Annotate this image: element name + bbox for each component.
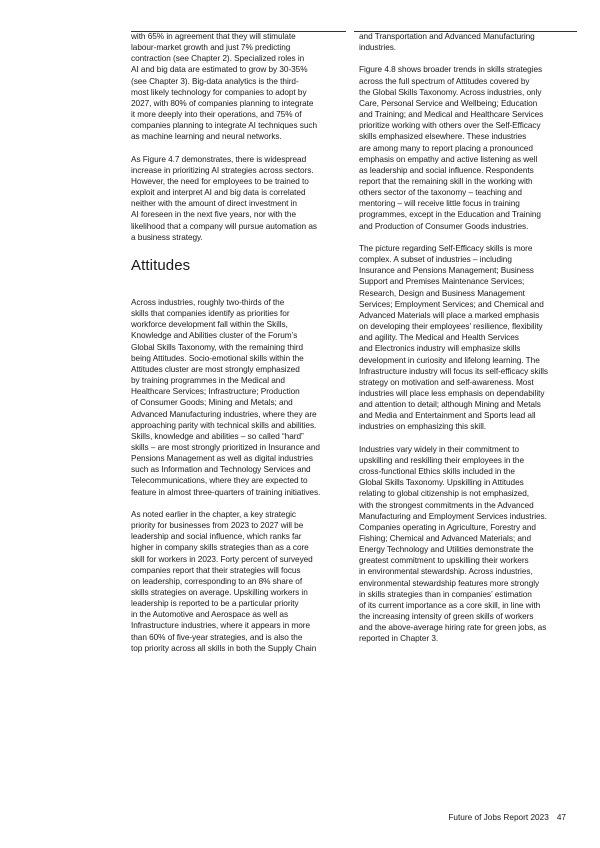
right-column	[359, 31, 577, 656]
left-paragraph-2: As Figure 4.7 demonstrates, there is widespread increase in prioritizing AI strategies across sectors. However, the need for employees to be trained to exploit and interpret AI and big data is correlated neither with the amount of direct investment in AI foreseen in the next five years, nor with the likelihood that a company will pursue automation as a business strategy.	[131, 154, 317, 242]
footer-report-title: Future of Jobs Report 2023	[448, 813, 549, 822]
right-paragraph-4: Industries vary widely in their commitment to upskilling and reskilling their employees in the cross-functional Ethics skills included in the Global Skills Taxonomy. Upskilling in Attitudes relating to global citizenship is not emphasized, with the strongest commitments in the Advanced Manufacturing and Employment Services industries. Companies operating in Agriculture, Forestry and Fishing; Chemical and Advanced Materials; and Energy Technology and Utilities demonstrate the greatest commitment to upskilling their workers in environmental stewardship. Across industries, environmental stewardship features more strongly in skills strategies than in companies’ estimation of its current importance as a core skill, in line with the increasing intensity of green skills of workers and the above-average hiring rate for green jobs, as reported in Chapter 3.	[359, 444, 547, 644]
section-heading-attitudes: Attitudes	[131, 256, 191, 274]
right-paragraph-3: The picture regarding Self-Efficacy skills is more complex. A subset of industries – including Insurance and Pensions Management; Business Support and Premises Maintenance Services; Research, Design and Business Management Services; Employment Services; and Chemical and Advanced Materials will place a marked emphasis on developing their employees’ resilience, flexibility and agility. The Medical and Health Services and Electronics industry will emphasize skills development in curiosity and lifelong learning. The Infrastructure industry will focus its self-efficacy skills strategy on motivation and self-awareness. Most industries will place less emphasis on dependability and attention to detail; although Mining and Metals and Media and Entertainment and Sports lead all industries on emphasizing this skill.	[359, 243, 548, 432]
left-column	[131, 31, 353, 665]
left-paragraph-1: with 65% in agreement that they will stimulate labour-market growth and just 7% predicting contraction (see Chapter 2). Specialized roles in AI and big data are estimated to grow by 30-35% (see Chapter 3). Big-data analytics is the third- most likely technology for companies to adopt by 2027, with 80% of companies planning to integrate it more deeply into their operations, and 75% of companies planning to integrate AI techniques such as machine learning and neural networks.	[131, 32, 318, 142]
left-paragraph-3: Across industries, roughly two-thirds of the skills that companies identify as priorities for workforce development fall within the Skills, Knowledge and Abilities cluster of the Forum’s Global Skills Taxonomy, with the remaining third being Attitudes. Socio-emotional skills within the Attitudes cluster are most strongly emphasized by training programmes in the Medical and Healthcare Services; Infrastructure; Production of Consumer Goods; Mining and Metals; and Advanced Manufacturing industries, where they are approaching parity with technical skills and abilities. Skills, knowledge and abilities – so called “hard” skills – are most strongly prioritized in Insurance and Pensions Management as well as digital industries such as Information and Technology Services and Telecommunications, where they are expected to feature in almost three-quarters of training initiatives.	[131, 297, 321, 497]
page-footer	[448, 813, 566, 822]
page-number: 47	[556, 813, 566, 822]
left-paragraph-4: As noted earlier in the chapter, a key strategic priority for businesses from 2023 to 2027 will be leadership and social influence, which ranks far higher in company skills strategies than as a core skill for workers in 2023. Forty percent of surveyed companies report that their strategies will focus on leadership, corresponding to an 8% share of skills strategies on average. Upskilling workers in leadership is reported to be a particular priority in the Automotive and Aerospace as well as Infrastructure industries, where it appears in more than 60% of five-year strategies, and is also the top priority across all skills in both the Supply Chain	[131, 509, 317, 653]
right-paragraph-2: Figure 4.8 shows broader trends in skills strategies across the full spectrum of Attitudes covered by the Global Skills Taxonomy. Across industries, only Care, Personal Service and Wellbeing; Education and Training; and Medical and Healthcare Services prioritize working with others over the Self-Efficacy skills emphasized elsewhere. These industries are among many to report placing a pronounced emphasis on empathy and active listening as well as leadership and social influence. Respondents report that the remaining skill in the working with others sector of the taxonomy – teaching and mentoring – will receive little focus in training programmes, except in the Education and Training and Production of Consumer Goods industries.	[359, 65, 544, 231]
right-paragraph-1: and Transportation and Advanced Manufacturing industries.	[359, 32, 535, 53]
